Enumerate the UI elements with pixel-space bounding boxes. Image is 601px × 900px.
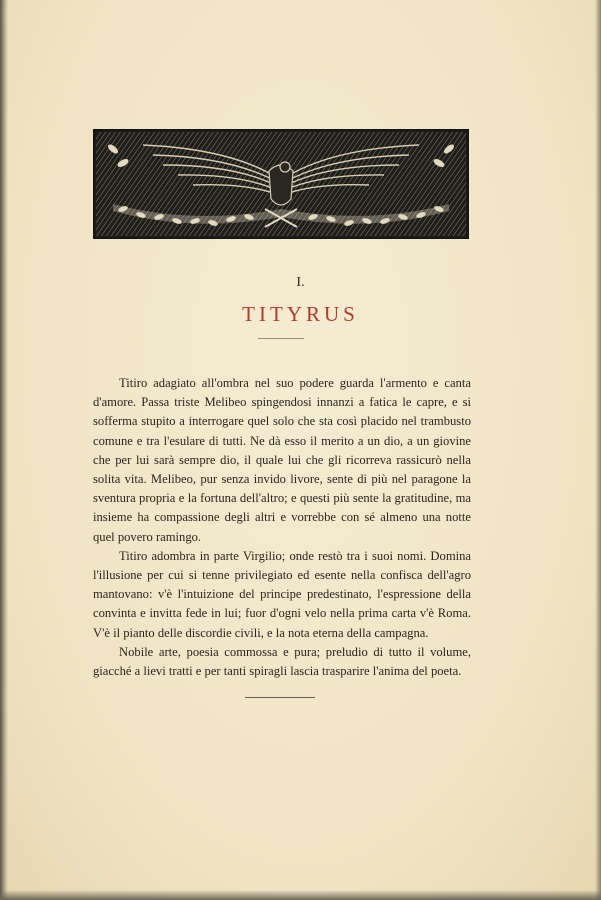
body-text bbox=[93, 374, 471, 681]
chapter-number: I. bbox=[296, 275, 305, 290]
end-divider bbox=[245, 697, 315, 698]
page-edge-bottom bbox=[0, 890, 601, 900]
title-divider bbox=[258, 338, 304, 339]
page-edge-left bbox=[0, 0, 8, 900]
paragraph: Nobile arte, poesia commossa e pura; preludio di tutto il volume, giacché a lievi tratti e per tanti spiragli lascia trasparire l'anima del poeta. bbox=[93, 644, 471, 679]
eagle-laurel-headpiece-icon bbox=[93, 129, 469, 239]
paragraph: Titiro adombra in parte Virgilio; onde restò tra i suoi nomi. Domina l'illusione per cui si tenne privilegiato ed esente nella confisca dell'agro mantovano: v'è l'intuizione del principe predestinato, l'espressione della convinta e invitta fede in lui; fuor d'ogni velo nella prima carta v'è Roma. V'è il pianto delle discordie civili, e la nota eterna della campagna. bbox=[93, 548, 471, 640]
paragraph: Titiro adagiato all'ombra nel suo podere guarda l'armento e canta d'amore. Passa triste Melibeo spingendosi innanzi a fatica le capre, e si sofferma stupito a interrogare quel solo che sta così placido nel trambusto comune e tra l'esulare di tutti. Ne dà esso il merito a un dio, a un giovine che per lui sarà sempre dio, il quale lui che gli ricorreva rassicurò nella solita vita. Melibeo, pur senza invido livore, sente di più nel paragone la sventura propria e la fortuna dell'altro; e questi più sente la gratitudine, ma insieme ha compassione degli altri e vorrebbe con sé almeno una notte quel povero ramingo. bbox=[93, 376, 471, 544]
page-edge-right bbox=[595, 0, 601, 900]
chapter-title: TITYRUS bbox=[242, 302, 359, 326]
